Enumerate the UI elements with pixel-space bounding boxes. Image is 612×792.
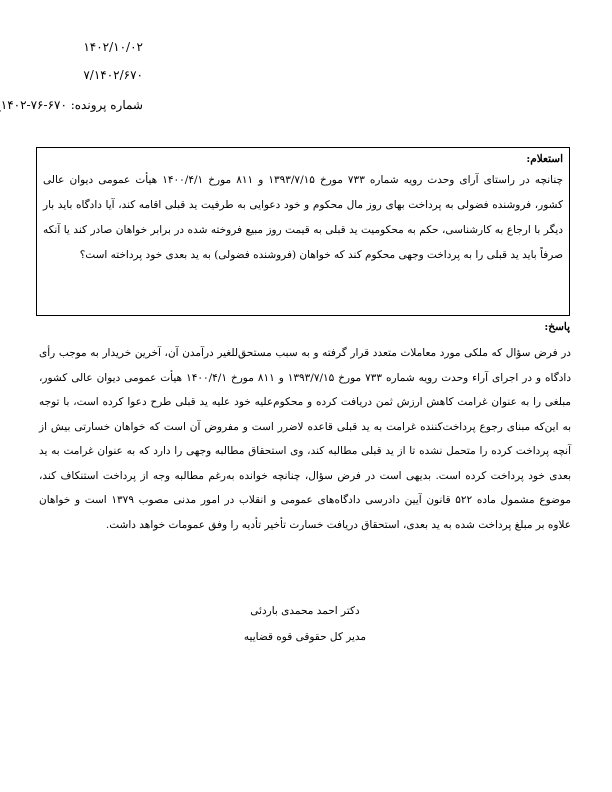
document-date: ۱۴۰۲/۱۰/۰۲ [84, 40, 144, 54]
inquiry-text: چنانچه در راستای آرای وحدت رویه شماره ۷۳۳ مورخ ۱۳۹۳/۷/۱۵ و ۸۱۱ مورخ ۱۴۰۰/۴/۱ هیأت عمومی دیوان عالی کشور، فروشنده فضولی به پرداخت بهای روز مال محکوم و خود دعوایی به طرفیت ید قبلی اقامه کند، آیا دادگاه باید بار دیگر با ارجاع به کارشناسی، حکم به محکومیت ید قبلی به قیمت روز مبیع فروخته شده در برابر خواهان صادر کند یا آنکه صرفاً باید ید قبلی را به پرداخت وجهی محکوم کند که خواهان (فروشنده فضولی) به ید بعدی خود پرداخته است؟ [44, 174, 565, 261]
document-number: ۷/۱۴۰۲/۶۷۰ [84, 68, 144, 82]
answer-label: پاسخ: [545, 321, 571, 333]
signature-title: مدیر کل حقوقی قوه قضاییه [244, 631, 368, 643]
inquiry-box [37, 147, 571, 316]
signature-name: دکتر احمد محمدی باردئی [251, 605, 361, 617]
answer-text: در فرض سؤال که ملکی مورد معاملات متعدد قرار گرفته و به سبب مستحق‌للغیر درآمدن آن، آخرین خریدار به موجب رأی دادگاه و در اجرای آراء وحدت رویه شماره ۷۳۳ مورخ ۱۳۹۳/۷/۱۵ و ۸۱۱ مورخ ۱۴۰۰/۴/۱ هیأت عمومی دیوان عالی کشور، مبلغی را به عنوان غرامت کاهش ارزش ثمن دریافت کرده و محکوم‌علیه خود علیه ید قبلی طرح دعوا کرده است، با توجه به این‌که مبنای رجوع پرداخت‌کننده غرامت به ید قبلی قاعده لاضرر است و مفروض آن است که خواهان خسارتی بیش از آنچه پرداخت کرده را متحمل نشده تا از ید قبلی مطالبه کند، وی استحقاق مطالبه وجهی را دارد که به عنوان غرامت به ید بعدی خود پرداخت کرده است. بدیهی است در فرض سؤال، چنانچه خوانده به‌رغم مطالبه وجه از پرداخت استنکاف کند، موضوع مشمول ماده ۵۲۲ قانون آیین دادرسی دادگاه‌های عمومی و انقلاب در امور مدنی مصوب ۱۳۷۹ است و خواهان علاوه بر مبلغ پرداخت شده به ید بعدی، استحقاق دریافت خسارت تأخیر تأدیه را وفق عمومات خواهد داشت. [40, 347, 572, 531]
inquiry-label: استعلام: [527, 153, 564, 165]
file-number: شماره پرونده: ۶۷۰-۷۶-۱۴۰۲ [1, 98, 144, 112]
